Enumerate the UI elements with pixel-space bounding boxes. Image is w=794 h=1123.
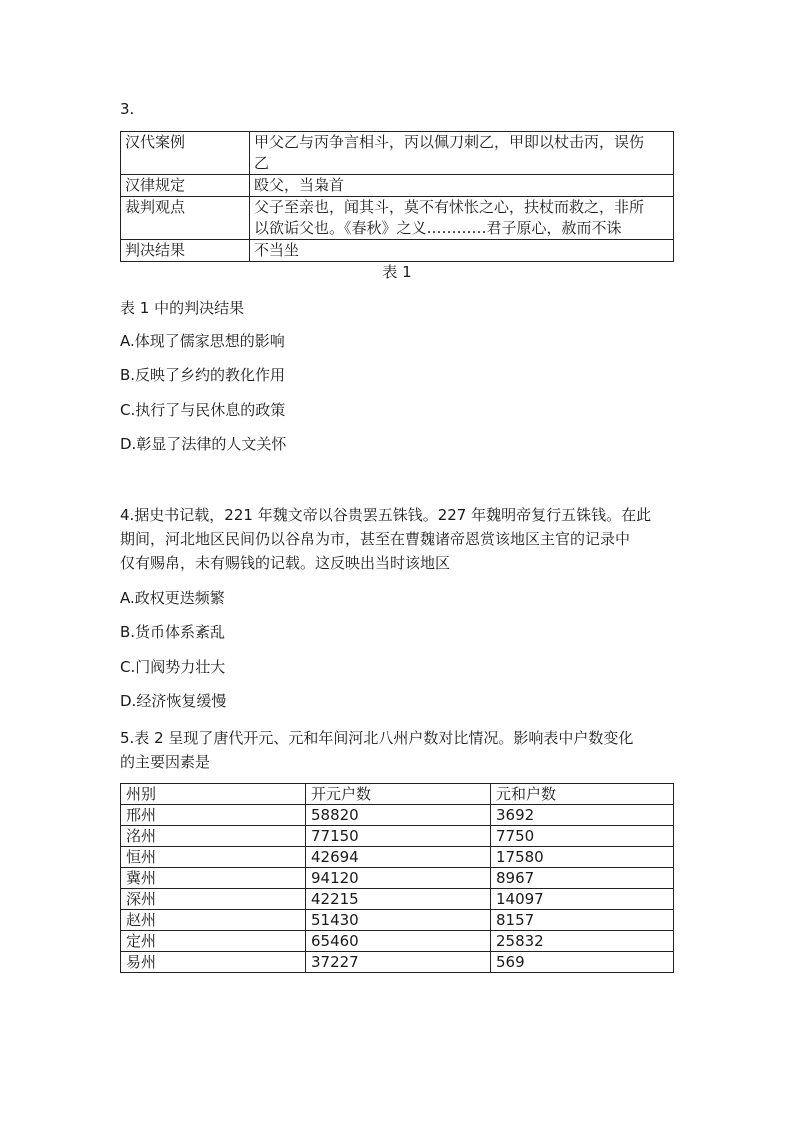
table-row	[121, 805, 674, 826]
table-cell: 洺州	[121, 826, 306, 847]
table-row	[121, 826, 674, 847]
table-cell-content	[250, 197, 674, 240]
question-3-option-b: B.反映了乡约的教化作用	[120, 366, 286, 384]
cell-line: 殴父，当枭首	[254, 176, 345, 194]
table-cell-label: 汉代案例	[121, 132, 250, 175]
column-header: 元和户数	[491, 784, 674, 805]
table-cell: 51430	[306, 910, 491, 931]
stem-line: 的主要因素是	[120, 753, 211, 771]
table-row	[121, 132, 674, 175]
table-1-caption: 表 1	[382, 263, 412, 281]
column-header: 州别	[121, 784, 306, 805]
table-header-row	[121, 784, 674, 805]
table-cell: 易州	[121, 952, 306, 973]
question-3-option-a: A.体现了儒家思想的影响	[120, 332, 285, 350]
table-cell: 深州	[121, 889, 306, 910]
table-row	[121, 197, 674, 240]
table-cell: 8157	[491, 910, 674, 931]
question-3-option-d: D.彰显了法律的人文关怀	[120, 435, 287, 453]
table-cell: 58820	[306, 805, 491, 826]
table-cell: 42215	[306, 889, 491, 910]
stem-line: 期间，河北地区民间仍以谷帛为市，甚至在曹魏诸帝恩赏该地区主官的记录中	[120, 530, 631, 548]
question-4-option-b: B.货币体系紊乱	[120, 623, 226, 641]
table-cell-label: 汉律规定	[121, 175, 250, 197]
question-3-stem: 表 1 中的判决结果	[120, 299, 245, 317]
question-4-option-a: A.政权更迭频繁	[120, 589, 225, 607]
cell-line: 父子至亲也，闻其斗，莫不有怵怅之心，扶杖而救之，非所	[254, 198, 645, 216]
table-cell-content	[250, 175, 674, 197]
table-cell: 冀州	[121, 868, 306, 889]
table-row	[121, 910, 674, 931]
table-row	[121, 240, 674, 262]
table-cell: 3692	[491, 805, 674, 826]
column-header: 开元户数	[306, 784, 491, 805]
table-row	[121, 889, 674, 910]
stem-line: 仅有赐帛，未有赐钱的记载。这反映出当时该地区	[120, 554, 451, 572]
table-row	[121, 175, 674, 197]
table-cell: 25832	[491, 931, 674, 952]
question-5-stem	[120, 726, 680, 774]
table-cell-content	[250, 132, 674, 175]
table-row	[121, 868, 674, 889]
table-row	[121, 847, 674, 868]
table-cell: 定州	[121, 931, 306, 952]
table-cell: 14097	[491, 889, 674, 910]
table-cell: 77150	[306, 826, 491, 847]
table-cell: 7750	[491, 826, 674, 847]
table-cell-label: 裁判观点	[121, 197, 250, 240]
table-cell: 恒州	[121, 847, 306, 868]
cell-line: 不当坐	[254, 241, 300, 259]
table-cell: 17580	[491, 847, 674, 868]
question-4-stem	[120, 503, 680, 575]
table-cell: 569	[491, 952, 674, 973]
table-cell: 邢州	[121, 805, 306, 826]
question-3-option-c: C.执行了与民休息的政策	[120, 401, 286, 419]
cell-line: 甲父乙与丙争言相斗，丙以佩刀刺乙，甲即以杖击丙，误伤	[254, 133, 645, 151]
table-1	[120, 131, 674, 262]
table-cell: 94120	[306, 868, 491, 889]
table-2	[120, 783, 674, 973]
table-cell: 42694	[306, 847, 491, 868]
table-cell: 37227	[306, 952, 491, 973]
question-3-number: 3.	[120, 100, 135, 118]
table-row	[121, 952, 674, 973]
stem-line: 4.据史书记载，221 年魏文帝以谷贵罢五铢钱。227 年魏明帝复行五铢钱。在此	[120, 506, 652, 524]
cell-line: 以欲诟父也。《春秋》之义…………君子原心，赦而不诛	[254, 219, 622, 237]
question-4-option-c: C.门阀势力壮大	[120, 658, 226, 676]
table-cell: 赵州	[121, 910, 306, 931]
question-4-option-d: D.经济恢复缓慢	[120, 692, 227, 710]
table-cell-label: 判决结果	[121, 240, 250, 262]
table-cell: 65460	[306, 931, 491, 952]
table-cell-content	[250, 240, 674, 262]
table-row	[121, 931, 674, 952]
table-cell: 8967	[491, 868, 674, 889]
stem-line: 5.表 2 呈现了唐代开元、元和年间河北八州户数对比情况。影响表中户数变化	[120, 729, 634, 747]
cell-line: 乙	[254, 154, 270, 172]
